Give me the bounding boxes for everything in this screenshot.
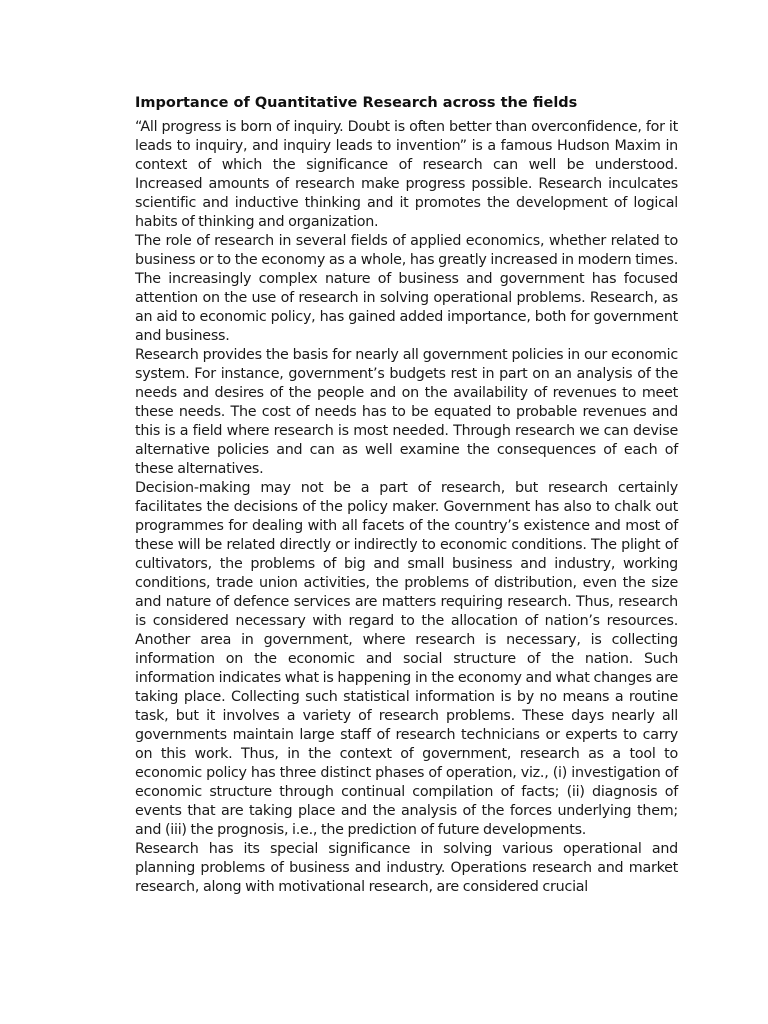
paragraph-5: Research has its special significance in solving various operational and planning problems of business and industry. Operations research and market research, along with motivational research, are considered crucial xyxy=(135,841,678,895)
document-page xyxy=(135,94,678,897)
paragraph-3: Research provides the basis for nearly all government policies in our economic system. For instance, government’s budgets rest in part on an analysis of the needs and desires of the people and on the availability of revenues to meet these needs. The cost of needs has to be equated to probable revenues and this is a field where research is most needed. Through research we can devise alternative policies and can as well examine the consequences of each of these alternatives. xyxy=(135,347,678,477)
paragraph-4: Decision-making may not be a part of research, but research certainly facilitates the decisions of the policy maker. Government has also to chalk out programmes for dealing with all facets of the country’s existence and most of these will be related directly or indirectly to economic conditions. The plight of cultivators, the problems of big and small business and industry, working conditions, trade union activities, the problems of distribution, even the size and nature of defence services are matters requiring research. Thus, research is considered necessary with regard to the allocation of nation’s resources. Another area in government, where research is necessary, is collecting information on the economic and social structure of the nation. Such information indicates what is happening in the economy and what changes are taking place. Collecting such statistical information is by no means a routine task, but it involves a variety of research problems. These days nearly all governments maintain large staff of research technicians or experts to carry on this work. Thus, in the context of government, research as a tool to economic policy has three distinct phases of operation, viz., (i) investigation of economic structure through continual compilation of facts; (ii) diagnosis of events that are taking place and the analysis of the forces underlying them; and (iii) the prognosis, i.e., the prediction of future developments. xyxy=(135,480,678,838)
paragraph-2: The role of research in several fields of applied economics, whether related to business or to the economy as a whole, has greatly increased in modern times. The increasingly complex nature of business and government has focused attention on the use of research in solving operational problems. Research, as an aid to economic policy, has gained added importance, both for government and business. xyxy=(135,233,678,344)
document-title: Importance of Quantitative Research across the fields xyxy=(135,95,578,111)
paragraph-1: “All progress is born of inquiry. Doubt is often better than overconfidence, for it leads to inquiry, and inquiry leads to invention” is a famous Hudson Maxim in context of which the significance of research can well be understood. Increased amounts of research make progress possible. Research inculcates scientific and inductive thinking and it promotes the development of logical habits of thinking and organization. xyxy=(135,119,678,230)
